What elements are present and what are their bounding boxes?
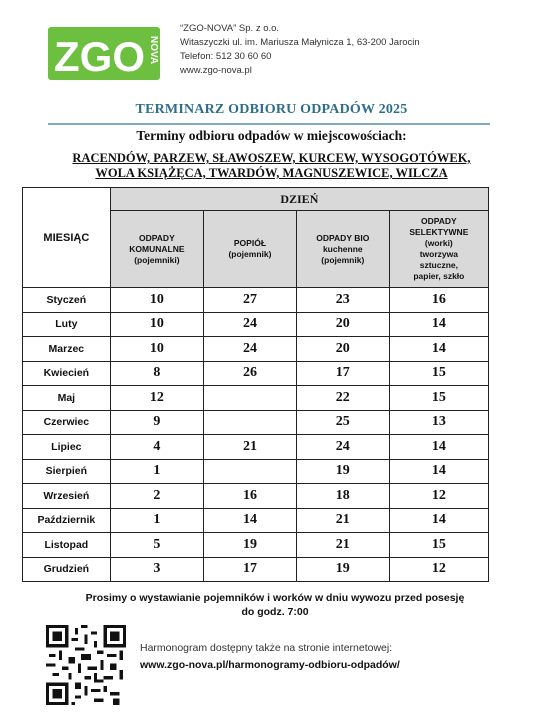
table-row (23, 557, 489, 582)
company-info (180, 22, 420, 78)
day-cell: 10 (110, 288, 203, 313)
waste-type-header-line: SELEKTYWNE (409, 227, 469, 237)
month-cell: Czerwiec (23, 410, 111, 435)
logo-side-text: NOVA (148, 36, 159, 65)
waste-type-header-line: papier, szkło (413, 271, 465, 281)
footer-info-text: Harmonogram dostępny także na stronie internetowej: (140, 642, 393, 654)
month-cell: Wrzesień (23, 484, 111, 509)
waste-type-header-line: POPIÓŁ (233, 238, 267, 248)
day-cell: 1 (110, 459, 203, 484)
waste-type-header-line: (pojemniki) (134, 254, 180, 265)
day-cell: 1 (110, 508, 203, 533)
table-row (23, 435, 489, 460)
month-cell: Lipiec (23, 435, 111, 460)
day-cell: 15 (389, 386, 488, 411)
company-name: “ZGO-NOVA” Sp. z o.o. (180, 23, 280, 34)
waste-type-header (296, 211, 389, 288)
day-cell: 14 (389, 312, 488, 337)
day-cell: 14 (389, 459, 488, 484)
day-cell: 19 (204, 533, 297, 558)
day-cell: 14 (204, 508, 297, 533)
places-list (0, 151, 543, 181)
day-cell: 24 (296, 435, 389, 460)
day-cell: 22 (296, 386, 389, 411)
company-address: Witaszyczki ul. im. Mariusza Małynicza 1, 63-200 Jarocin (180, 37, 420, 48)
waste-type-header-line: kuchenne (322, 243, 363, 254)
day-cell: 24 (204, 337, 297, 362)
table-row (23, 312, 489, 337)
day-cell: 21 (296, 533, 389, 558)
table-row (23, 410, 489, 435)
table-row (23, 484, 489, 509)
day-cell: 12 (389, 557, 488, 582)
waste-type-header-line: ODPADY (139, 232, 175, 243)
day-cell: 2 (110, 484, 203, 509)
day-cell (204, 386, 297, 411)
note-line-1: Prosimy o wystawianie pojemników i worków w dniu wywozu przed posesję (85, 592, 465, 604)
waste-type-header-line: ODPADY (420, 216, 457, 226)
waste-type-header (204, 211, 297, 288)
table-row (23, 361, 489, 386)
day-cell: 15 (389, 533, 488, 558)
places-line-2: WOLA KSIĄŻĘCA, TWARDÓW, MAGNUSZEWICE, WILCZA (95, 166, 448, 180)
day-cell: 10 (110, 337, 203, 362)
day-cell: 12 (110, 386, 203, 411)
table-row (23, 533, 489, 558)
day-cell: 23 (296, 288, 389, 313)
month-cell: Listopad (23, 533, 111, 558)
footer-info (140, 640, 400, 674)
title-divider (48, 123, 490, 125)
day-cell: 25 (296, 410, 389, 435)
day-cell: 26 (204, 361, 297, 386)
day-cell: 14 (389, 508, 488, 533)
month-cell: Marzec (23, 337, 111, 362)
waste-type-header-line: ODPADY BIO (316, 232, 370, 243)
day-cell: 13 (389, 410, 488, 435)
month-cell: Kwiecień (23, 361, 111, 386)
day-cell: 21 (204, 435, 297, 460)
month-cell: Maj (23, 386, 111, 411)
zgo-nova-logo (48, 27, 160, 80)
table-row (23, 508, 489, 533)
table-row (23, 337, 489, 362)
qr-code[interactable] (46, 625, 126, 705)
day-column-header: DZIEŃ (110, 188, 488, 211)
month-column-header: MIESIĄC (23, 188, 111, 288)
waste-type-header-line: KOMUNALNE (129, 243, 185, 254)
day-cell (204, 459, 297, 484)
day-cell: 19 (296, 459, 389, 484)
document-title: TERMINARZ ODBIORU ODPADÓW 2025 (135, 102, 408, 117)
schedule-table (22, 187, 489, 582)
day-cell: 15 (389, 361, 488, 386)
waste-type-header (389, 211, 488, 288)
places-line-1: RACENDÓW, PARZEW, SŁAWOSZEW, KURCEW, WYSOGOTÓWEK, (72, 151, 471, 165)
waste-type-header-line: tworzywa (419, 249, 458, 259)
day-cell: 4 (110, 435, 203, 460)
day-cell: 19 (296, 557, 389, 582)
logo-text: ZGO (54, 33, 145, 80)
table-row (23, 386, 489, 411)
month-cell: Luty (23, 312, 111, 337)
day-cell: 27 (204, 288, 297, 313)
day-cell: 17 (296, 361, 389, 386)
day-cell: 16 (204, 484, 297, 509)
day-cell: 20 (296, 337, 389, 362)
table-row (23, 288, 489, 313)
waste-type-header-line: (pojemnik) (228, 249, 272, 259)
month-cell: Sierpień (23, 459, 111, 484)
month-cell: Grudzień (23, 557, 111, 582)
waste-type-header (110, 211, 203, 288)
day-cell: 12 (389, 484, 488, 509)
day-cell: 24 (204, 312, 297, 337)
collection-note (40, 591, 510, 619)
waste-type-header-line: (worki) (424, 238, 453, 248)
month-cell: Październik (23, 508, 111, 533)
day-cell: 5 (110, 533, 203, 558)
company-website[interactable]: www.zgo-nova.pl (180, 65, 252, 76)
day-cell: 10 (110, 312, 203, 337)
table-row (23, 459, 489, 484)
waste-type-header-line: sztuczne, (419, 260, 458, 270)
day-cell: 3 (110, 557, 203, 582)
waste-type-header-line: (pojemnik) (321, 254, 365, 265)
day-cell: 17 (204, 557, 297, 582)
day-cell: 20 (296, 312, 389, 337)
day-cell: 16 (389, 288, 488, 313)
day-cell: 9 (110, 410, 203, 435)
day-cell: 18 (296, 484, 389, 509)
month-cell: Styczeń (23, 288, 111, 313)
company-phone: Telefon: 512 30 60 60 (180, 51, 272, 62)
day-cell: 14 (389, 435, 488, 460)
day-cell: 8 (110, 361, 203, 386)
day-cell: 14 (389, 337, 488, 362)
day-cell (204, 410, 297, 435)
day-cell: 21 (296, 508, 389, 533)
footer-url-link[interactable]: www.zgo-nova.pl/harmonogramy-odbioru-odpadów/ (140, 659, 400, 671)
document-subtitle: Terminy odbioru odpadów w miejscowościach: (136, 128, 407, 143)
note-line-2: do godz. 7:00 (241, 606, 309, 618)
